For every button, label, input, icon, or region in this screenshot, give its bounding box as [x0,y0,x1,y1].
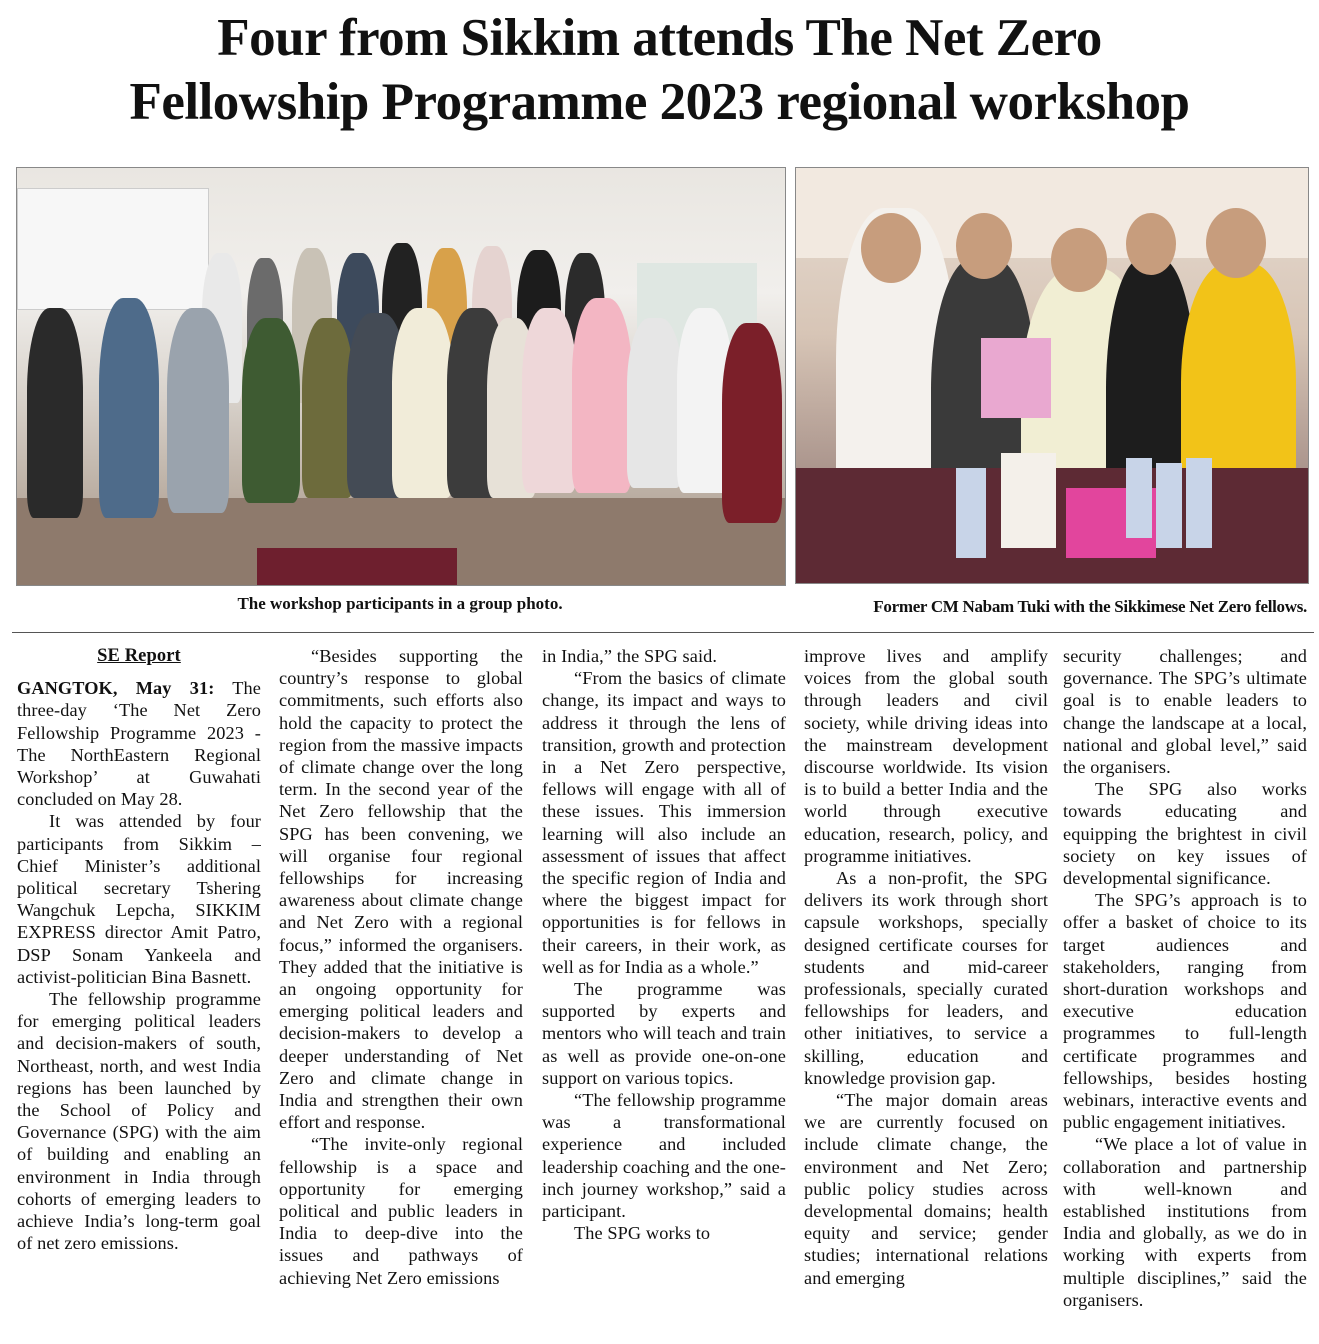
paragraph: “The major domain areas we are currently focused on include climate change, the environment and Net Zero; public policy studies across developmental domains; health equity and service; gender studies; international relations and emerging [804,1090,1048,1288]
dateline: GANGTOK, May 31: [17,678,215,699]
paragraph: “The invite-only regional fellowship is a space and opportunity for emerging political and public leaders in India to deep-dive into the issues and pathways of achieving Net Zero emissions [279,1134,523,1288]
paragraph: “The fellowship programme was a transformational experience and included leadership coaching and the one-inch journey workshop,” said a participant. [542,1090,786,1222]
right-photo-caption: Former CM Nabam Tuki with the Sikkimese Net Zero fellows. [873,597,1307,616]
paragraph: It was attended by four participants from Sikkim – Chief Minister’s additional political secretary Tshering Wangchuk Lepcha, SIKKIM EXPRESS director Amit Patro, DSP Sonam Yankeela and activist-politician Bina Basnett. [17,811,261,987]
paragraph: improve lives and amplify voices from the global south through leaders and civil society, while driving ideas into the mainstream development discourse worldwide. Its vision is to build a better India and the world through executive education, research, policy, and programme initiatives. [804,646,1048,866]
paragraph [17,677,261,810]
article-column-4 [804,645,1048,1339]
article-column-5 [1063,645,1307,1339]
paragraph: The programme was supported by experts and mentors who will teach and train as well as provide one-on-one support on various topics. [542,979,786,1088]
divider [12,632,1314,633]
paragraph: “We place a lot of value in collaboration and partnership with well-known and established institutions from India and globally, as we do in working with experts from multiple disciplines,” said the organisers. [1063,1134,1307,1310]
byline: SE Report [97,646,181,666]
group-photo [16,167,786,586]
paragraph: The SPG works to [574,1223,711,1244]
paragraph: The SPG’s approach is to offer a basket of choice to its target audiences and stakeholders, ranging from short-duration workshops and executive education programmes to full-length certificate programmes and fellowships, besides hosting webinars, interactive events and public engagement initiatives. [1063,890,1307,1133]
paragraph: As a non-profit, the SPG delivers its work through short capsule workshops, specially designed certificate courses for students and mid-career professionals, specially curated fellowships for leaders, and other initiatives, to service a skilling, education and knowledge provision gap. [804,868,1048,1088]
paragraph: The fellowship programme for emerging political leaders and decision-makers of south, Northeast, north, and west India regions has been launched by the School of Policy and Governance (SPG) with the aim of building and enabling an environment in India through cohorts of emerging leaders to achieve India’s long-term goal of net zero emissions. [17,989,261,1254]
paragraph: in India,” the SPG said. [542,646,718,666]
paragraph: security challenges; and governance. The SPG’s ultimate goal is to enable leaders to change the landscape at a local, national and global level,” said the organisers. [1063,646,1307,778]
fellows-photo [795,167,1309,584]
article-column-2 [279,645,523,1339]
left-photo-caption: The workshop participants in a group photo. [237,594,563,613]
paragraph-text: The three-day ‘The Net Zero Fellowship Programme 2023 - The NorthEastern Regional Workshop’ at Guwahati concluded on May 28. [17,678,261,810]
headline [0,6,1319,134]
article-column-1 [17,645,261,1339]
headline-line-2: Fellowship Programme 2023 regional workshop [129,73,1190,131]
paragraph: “From the basics of climate change, its impact and ways to address it through the lens of transition, growth and protection in a Net Zero perspective, fellows will engage with all of these issues. This immersion learning will also include an assessment of issues that affect the specific region of India and where the biggest impact for opportunities is for fellows in their careers, in their work, as well as for India as a whole.” [542,668,786,977]
headline-line-1: Four from Sikkim attends The Net Zero [217,9,1102,67]
paragraph: The SPG also works towards educating and equipping the brightest in civil society on key issues of developmental significance. [1063,779,1307,889]
paragraph: “Besides supporting the country’s response to global commitments, such efforts also hold the capacity to protect the region from the massive impacts of climate change over the long term. In the second year of the Net Zero fellowship that the SPG has been convening, we will organise four regional fellowships for increasing awareness about climate change and Net Zero with a regional focus,” informed the organisers. They added that the initiative is an ongoing opportunity for emerging political leaders and decision-makers to develop a deeper understanding of Net Zero and climate change in India and strengthen their own effort and response. [279,646,523,1133]
article-column-3 [542,645,786,1339]
